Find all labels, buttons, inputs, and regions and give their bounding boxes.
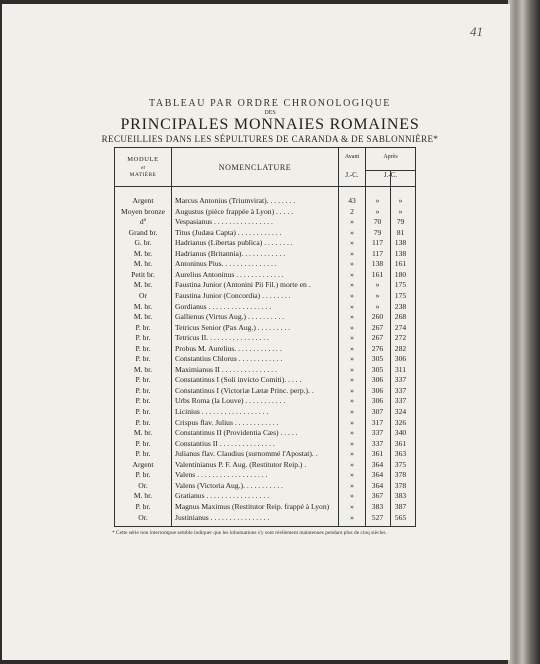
cell-apres: [366, 502, 415, 511]
cell-avant: »: [350, 449, 354, 459]
cell-apres: [366, 270, 415, 279]
cell-apres-start: 337: [371, 428, 384, 438]
cell-nomenclature: Hadrianus (Libertas publica) . . . . . . . .: [175, 238, 293, 248]
cell-apres-end: 337: [394, 396, 407, 406]
cell-avant: »: [350, 501, 354, 511]
cell-apres-end: 383: [394, 491, 407, 501]
cell-apres-start: »: [375, 290, 380, 300]
cell-apres-end: 79: [396, 217, 405, 227]
cell-apres: [366, 344, 415, 353]
cell-apres-end: 81: [396, 227, 405, 237]
cell-apres-start: 260: [371, 312, 384, 322]
cell-avant: »: [350, 312, 354, 322]
cell-avant: »: [350, 364, 354, 374]
cell-nomenclature: Crispus flav. Julius . . . . . . . . . . . .: [175, 417, 279, 427]
cell-module: Moyen bronze: [120, 206, 166, 216]
cell-apres: [366, 228, 415, 237]
cell-apres-start: 337: [371, 438, 384, 448]
cell-module: P. br.: [135, 438, 151, 448]
cell-module: P. br.: [135, 417, 151, 427]
cell-apres: [366, 470, 415, 479]
cell-apres-end: 268: [394, 312, 407, 322]
cell-apres-start: 367: [371, 491, 384, 501]
footnote: * Cette série non interrompue semble indiquer que les inhumations s'y sont réellement maintenues pendant plus de cinq siècles.: [112, 530, 387, 536]
cell-nomenclature: Valens (Victoria Aug.). . . . . . . . . . .: [175, 480, 283, 490]
cell-nomenclature: Marcus Antonius (Triumvirat). . . . . . . .: [175, 196, 296, 205]
cell-apres-end: 282: [394, 343, 407, 353]
cell-apres: [366, 312, 415, 321]
cell-avant: »: [350, 354, 354, 364]
cell-avant: »: [350, 375, 354, 385]
cell-avant: »: [350, 290, 354, 300]
cell-avant: »: [350, 322, 354, 332]
cell-avant: »: [350, 480, 354, 490]
cell-apres-end: 378: [394, 470, 407, 480]
cell-apres: [366, 396, 415, 405]
cell-apres-end: 311: [394, 364, 407, 374]
cell-module: M. br.: [133, 491, 153, 501]
cell-apres-end: 378: [394, 480, 407, 490]
cell-apres-start: 361: [371, 449, 384, 459]
cell-nomenclature: Gratianus . . . . . . . . . . . . . . . . .: [175, 491, 270, 501]
cell-module: P. br.: [135, 375, 151, 385]
cell-apres-end: 306: [394, 354, 407, 364]
title-main: PRINCIPALES MONNAIES ROMAINES: [120, 116, 420, 133]
cell-avant: »: [350, 512, 354, 522]
cell-avant: »: [350, 343, 354, 353]
cell-apres-start: 117: [371, 248, 384, 258]
cell-module: P. br.: [135, 333, 151, 343]
cell-apres-end: 340: [394, 428, 407, 438]
cell-nomenclature: Titus (Judæa Capta) . . . . . . . . . . . .: [175, 227, 282, 237]
cell-apres: [366, 481, 415, 490]
cell-module: P. br.: [135, 322, 151, 332]
cell-nomenclature: Constantinus II (Providentia Cæs) . . . . .: [175, 428, 298, 438]
cell-nomenclature: Constantinus I (Soli invicto Comiti). . . . .: [175, 375, 302, 385]
cell-apres-start: »: [375, 280, 380, 290]
cell-apres: [366, 291, 415, 300]
cell-nomenclature: Constantius II . . . . . . . . . . . . . . .: [175, 438, 275, 448]
cell-nomenclature: Faustina Junior (Antonini Pii Fil.) morte en .: [175, 280, 311, 290]
cell-nomenclature: Augustus (pièce frappée à Lyon) . . . . .: [175, 206, 294, 216]
cell-nomenclature: Tetricus II. . . . . . . . . . . . . . . . .: [175, 333, 269, 343]
cell-nomenclature: Constantius Chlorus . . . . . . . . . . . .: [175, 354, 283, 364]
cell-apres-start: 305: [371, 354, 384, 364]
cell-avant: »: [350, 227, 354, 237]
table-row: [115, 513, 415, 525]
title-line-1: TABLEAU PAR ORDRE CHRONOLOGIQUE: [148, 98, 392, 109]
cell-avant: 2: [350, 206, 354, 216]
cell-nomenclature: Urbs Roma (la Louve) . . . . . . . . . . .: [175, 396, 286, 406]
cell-module: dº: [139, 217, 147, 227]
header-divider: [115, 186, 415, 187]
cell-nomenclature: Valentinianus P. F. Aug. (Restitutor Reip.) .: [175, 459, 307, 469]
cell-avant: »: [350, 428, 354, 438]
page-number: 41: [470, 24, 483, 39]
cell-apres: [366, 238, 415, 247]
cell-nomenclature: Julianus flav. Claudius (surnommé l'Apostat). .: [175, 449, 318, 459]
cell-apres-start: »: [375, 301, 380, 311]
cell-apres-start: 317: [371, 417, 384, 427]
cell-apres-end: »: [398, 206, 403, 216]
cell-avant: »: [350, 248, 354, 258]
cell-module: M. br.: [133, 428, 153, 438]
cell-avant: »: [350, 417, 354, 427]
cell-apres-start: 161: [371, 269, 384, 279]
cell-apres: [366, 280, 415, 289]
cell-apres-end: 161: [394, 259, 407, 269]
cell-apres: [366, 354, 415, 363]
cell-apres: [366, 207, 415, 216]
cell-apres-end: 138: [394, 248, 407, 258]
cell-nomenclature: Magnus Maximus (Restitutor Reip. frappé à Lyon): [175, 501, 330, 511]
cell-module: P. br.: [135, 407, 151, 416]
cell-avant: »: [350, 269, 354, 279]
cell-module: M. br.: [133, 259, 153, 269]
cell-apres: [366, 513, 415, 522]
cell-module: M. br.: [133, 364, 153, 374]
cell-apres: [366, 407, 415, 416]
header-module: MODULE: [127, 156, 159, 163]
cell-apres-start: 364: [371, 470, 384, 480]
cell-avant: »: [350, 385, 354, 395]
cell-avant: »: [350, 238, 354, 248]
cell-nomenclature: Antoninus Pius. . . . . . . . . . . . . . .: [175, 259, 277, 269]
cell-apres-start: 307: [371, 407, 384, 416]
cell-apres-end: 387: [394, 501, 407, 511]
cell-module: P. br.: [135, 343, 151, 353]
cell-nomenclature: Justinianus . . . . . . . . . . . . . . . .: [175, 512, 270, 522]
cell-apres-end: 138: [394, 238, 407, 248]
cell-apres-end: 375: [394, 459, 407, 469]
cell-apres-start: »: [375, 206, 380, 216]
cell-module: Or.: [138, 512, 148, 522]
cell-nomenclature: Aurelius Antoninus . . . . . . . . . . . . .: [175, 269, 284, 279]
cell-module: M. br.: [133, 280, 153, 290]
cell-module: P. br.: [135, 396, 151, 406]
cell-avant: »: [350, 280, 354, 290]
cell-avant: »: [350, 301, 354, 311]
header-jc-avant: J.-C.: [345, 171, 359, 179]
cell-apres-start: 364: [371, 480, 384, 490]
cell-apres-start: 79: [373, 227, 382, 237]
cell-apres: [366, 217, 415, 226]
cell-module: G. br.: [134, 238, 152, 248]
coin-table: [114, 147, 416, 527]
cell-apres-start: 305: [371, 364, 384, 374]
cell-module: Argent: [132, 196, 154, 205]
title-line-2: DES: [264, 110, 276, 116]
header-apres: Après: [383, 154, 398, 160]
cell-avant: »: [350, 438, 354, 448]
cell-apres-start: 70: [373, 217, 382, 227]
title-subtitle: RECUEILLIES DANS LES SÉPULTURES DE CARANDA & DE SABLONNIÈRE*: [101, 134, 439, 144]
cell-apres: [366, 333, 415, 342]
cell-apres: [366, 428, 415, 437]
cell-apres: [366, 259, 415, 268]
cell-apres: [366, 418, 415, 427]
cell-apres-end: 565: [394, 512, 407, 522]
cell-module: Argent: [132, 459, 154, 469]
header-et: et: [141, 165, 145, 171]
header-jc-apres: J.-C.: [383, 171, 398, 179]
cell-apres-end: 326: [394, 417, 407, 427]
cell-module: M. br.: [133, 312, 153, 322]
cell-nomenclature: Licinius . . . . . . . . . . . . . . . . . .: [175, 407, 269, 416]
header-avant: Avant: [344, 154, 360, 160]
cell-avant: »: [350, 491, 354, 501]
cell-nomenclature: Hadrianus (Britannia). . . . . . . . . . . .: [175, 248, 286, 258]
cell-apres-start: 306: [371, 385, 384, 395]
cell-nomenclature: Maximianus II . . . . . . . . . . . . . . .: [175, 364, 277, 374]
cell-nomenclature: Constantinus I (Victoriæ Lætæ Princ. perp.). .: [175, 385, 314, 395]
cell-apres-start: 527: [371, 512, 384, 522]
cell-apres-start: 267: [371, 333, 384, 343]
cell-apres-end: 272: [394, 333, 407, 343]
cell-avant: »: [350, 217, 354, 227]
header-nomenclature: NOMENCLATURE: [218, 163, 292, 172]
cell-avant: »: [350, 407, 354, 416]
cell-apres-start: 117: [371, 238, 384, 248]
cell-module: P. br.: [135, 385, 151, 395]
cell-module: Or: [138, 290, 147, 300]
cell-apres: [366, 375, 415, 384]
cell-apres: [366, 449, 415, 458]
cell-apres-start: 306: [371, 375, 384, 385]
cell-apres: [366, 302, 415, 311]
cell-module: Or.: [138, 480, 148, 490]
cell-apres-start: 138: [371, 259, 384, 269]
cell-module: P. br.: [135, 470, 151, 480]
cell-apres-end: 337: [394, 385, 407, 395]
cell-module: M. br.: [133, 301, 153, 311]
cell-nomenclature: Vespasianus . . . . . . . . . . . . . . . .: [175, 217, 273, 227]
cell-apres-end: 175: [394, 290, 407, 300]
cell-avant: 43: [348, 196, 356, 205]
cell-module: P. br.: [135, 354, 151, 364]
cell-nomenclature: Valens . . . . . . . . . . . . . . . . . . .: [175, 470, 268, 480]
cell-module: P. br.: [135, 501, 151, 511]
cell-apres-end: »: [398, 196, 403, 205]
cell-apres-end: 361: [394, 438, 407, 448]
cell-module: Petit br.: [131, 269, 155, 279]
cell-apres-start: 306: [371, 396, 384, 406]
cell-avant: »: [350, 333, 354, 343]
cell-avant: »: [350, 470, 354, 480]
cell-apres-end: 324: [394, 407, 407, 416]
cell-apres-end: 274: [394, 322, 407, 332]
cell-apres-end: 238: [394, 301, 407, 311]
cell-apres-end: 175: [394, 280, 407, 290]
cell-apres-start: »: [375, 196, 380, 205]
cell-apres: [366, 439, 415, 448]
cell-apres-end: 363: [394, 449, 407, 459]
cell-apres-start: 276: [371, 343, 384, 353]
cell-apres-end: 337: [394, 375, 407, 385]
header-matiere: MATIÈRE: [129, 172, 157, 178]
cell-nomenclature: Faustina Junior (Concordia) . . . . . . . .: [175, 290, 291, 300]
cell-nomenclature: Probus M. Aurelius. . . . . . . . . . . . .: [175, 343, 282, 353]
cell-nomenclature: Gallienus (Virtus Aug.) . . . . . . . . . .: [175, 312, 285, 322]
cell-apres: [366, 323, 415, 332]
cell-module: M. br.: [133, 248, 153, 258]
cell-avant: »: [350, 459, 354, 469]
cell-apres: [366, 386, 415, 395]
cell-apres: [366, 196, 415, 205]
cell-module: P. br.: [135, 449, 151, 459]
cell-apres-start: 267: [371, 322, 384, 332]
cell-apres-end: 180: [394, 269, 407, 279]
cell-apres: [366, 460, 415, 469]
cell-nomenclature: Gordianus . . . . . . . . . . . . . . . . .: [175, 301, 272, 311]
cell-apres: [366, 365, 415, 374]
cell-avant: »: [350, 396, 354, 406]
cell-avant: »: [350, 259, 354, 269]
cell-module: Grand br.: [128, 227, 158, 237]
cell-apres-start: 383: [371, 501, 384, 511]
cell-apres: [366, 491, 415, 500]
cell-apres-start: 364: [371, 459, 384, 469]
cell-apres: [366, 249, 415, 258]
cell-nomenclature: Tetricus Senior (Pax Aug.) . . . . . . . . .: [175, 322, 291, 332]
